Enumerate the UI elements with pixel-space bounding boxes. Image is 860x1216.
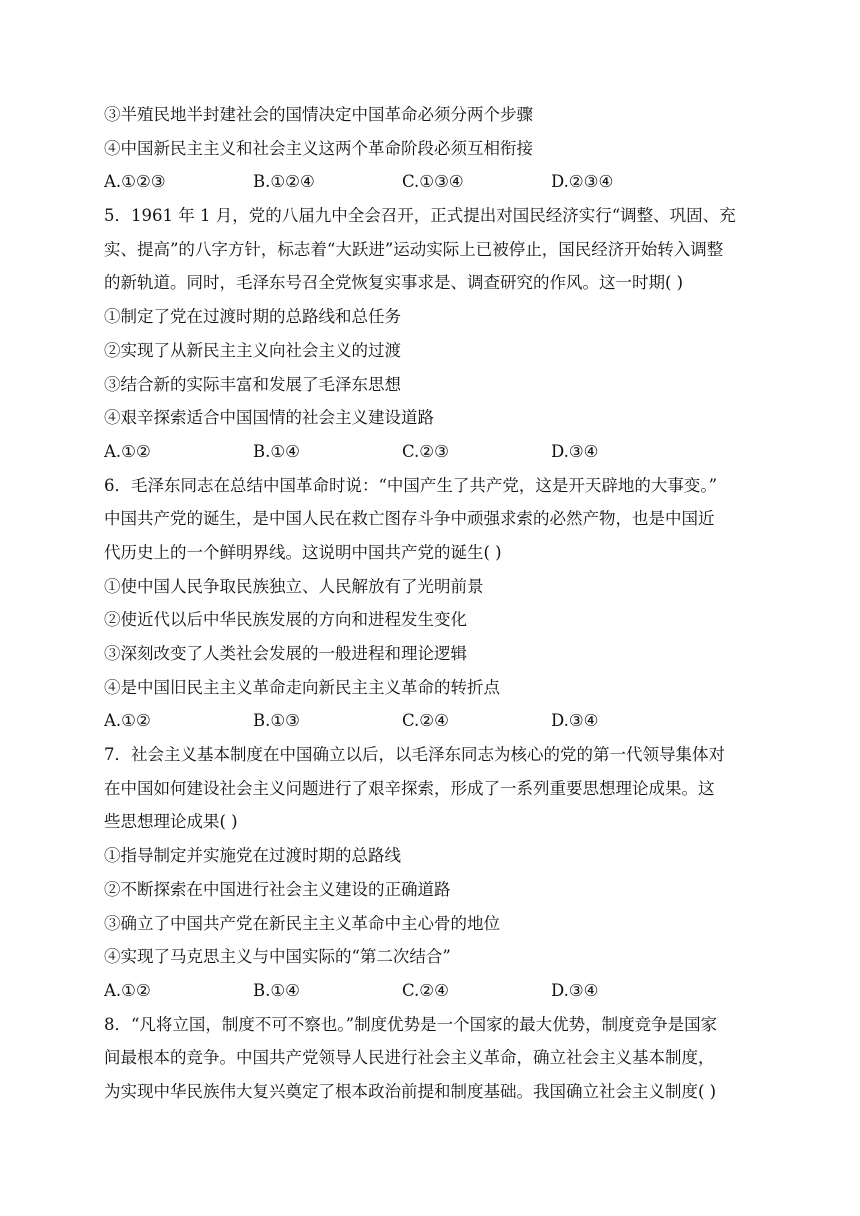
question-7 <box>104 738 764 1008</box>
statement-1: ①制定了党在过渡时期的总路线和总任务 <box>104 307 401 327</box>
statement-1: ①使中国人民争取民族独立、人民解放有了光明前景 <box>104 576 484 596</box>
question-stem-line: 8．“凡将立国，制度不可不察也。”制度优势是一个国家的最大优势，制度竞争是国家 <box>104 1014 718 1034</box>
question-stem-line: 在中国如何建设社会主义问题进行了艰辛探索，形成了一系列重要思想理论成果。这 <box>104 778 715 798</box>
statement-4: ④中国新民主主义和社会主义这两个革命阶段必须互相衔接 <box>104 138 533 158</box>
answer-options <box>104 165 764 199</box>
question-stem-line: 中国共产党的诞生，是中国人民在救亡图存斗争中顽强求索的必然产物，也是中国近 <box>104 509 715 529</box>
option-a: A.①② <box>104 441 151 461</box>
option-d: D.③④ <box>551 711 599 731</box>
option-a: A.①② <box>104 980 151 1000</box>
option-d: D.③④ <box>551 441 599 461</box>
statement-2: ②实现了从新民主主义向社会主义的过渡 <box>104 340 401 360</box>
question-stem-line: 实、提高”的八字方针，标志着“大跃进”运动实际上已被停止，国民经济开始转入调整 <box>104 239 724 259</box>
option-b: B.①③ <box>253 711 300 731</box>
option-c: C.②④ <box>402 980 449 1000</box>
question-stem-line: 代历史上的一个鲜明界线。这说明中国共产党的诞生( ) <box>104 542 502 562</box>
question-4 <box>104 98 764 199</box>
question-8 <box>104 1008 764 1109</box>
question-stem-line: 6．毛泽东同志在总结中国革命时说：“中国产生了共产党，这是开天辟地的大事变。” <box>104 475 718 495</box>
statement-3: ③确立了中国共产党在新民主主义革命中主心骨的地位 <box>104 913 500 933</box>
question-stem-line: 7．社会主义基本制度在中国确立以后，以毛泽东同志为核心的党的第一代领导集体对 <box>104 745 725 765</box>
question-5 <box>104 199 764 469</box>
statement-3: ③半殖民地半封建社会的国情决定中国革命必须分两个步骤 <box>104 105 533 124</box>
statement-2: ②不断探索在中国进行社会主义建设的正确道路 <box>104 879 451 899</box>
option-d: D.②③④ <box>551 172 614 192</box>
statement-3: ③结合新的实际丰富和发展了毛泽东思想 <box>104 374 401 394</box>
option-a: A.①② <box>104 711 151 731</box>
option-c: C.②③ <box>402 441 449 461</box>
question-6 <box>104 469 764 739</box>
question-stem-line: 些思想理论成果( ) <box>104 812 238 832</box>
question-stem-line: 5．1961 年 1 月，党的八届九中全会召开，正式提出对国民经济实行“调整、巩固、充 <box>104 206 736 226</box>
question-stem-line: 的新轨道。同时，毛泽东号召全党恢复实事求是、调查研究的作风。这一时期( ) <box>104 273 684 293</box>
statement-4: ④艰辛探索适合中国国情的社会主义建设道路 <box>104 408 434 428</box>
option-c: C.②④ <box>402 711 449 731</box>
option-b: B.①④ <box>253 980 300 1000</box>
statement-4: ④实现了马克思主义与中国实际的“第二次结合” <box>104 947 451 967</box>
option-d: D.③④ <box>551 980 599 1000</box>
statement-4: ④是中国旧民主主义革命走向新民主主义革命的转折点 <box>104 677 500 697</box>
option-b: B.①②④ <box>253 172 315 192</box>
option-b: B.①④ <box>253 441 300 461</box>
question-content <box>104 98 764 1109</box>
option-c: C.①③④ <box>402 172 464 192</box>
answer-options <box>104 974 764 1008</box>
statement-2: ②使近代以后中华民族发展的方向和进程发生变化 <box>104 610 467 630</box>
answer-options <box>104 435 764 469</box>
option-a: A.①②③ <box>104 172 166 192</box>
statement-1: ①指导制定并实施党在过渡时期的总路线 <box>104 846 401 866</box>
answer-options <box>104 704 764 738</box>
question-stem-line: 间最根本的竞争。中国共产党领导人民进行社会主义革命，确立社会主义基本制度， <box>104 1048 715 1068</box>
question-stem-line: 为实现中华民族伟大复兴奠定了根本政治前提和制度基础。我国确立社会主义制度( ) <box>104 1081 717 1101</box>
statement-3: ③深刻改变了人类社会发展的一般进程和理论逻辑 <box>104 644 467 663</box>
